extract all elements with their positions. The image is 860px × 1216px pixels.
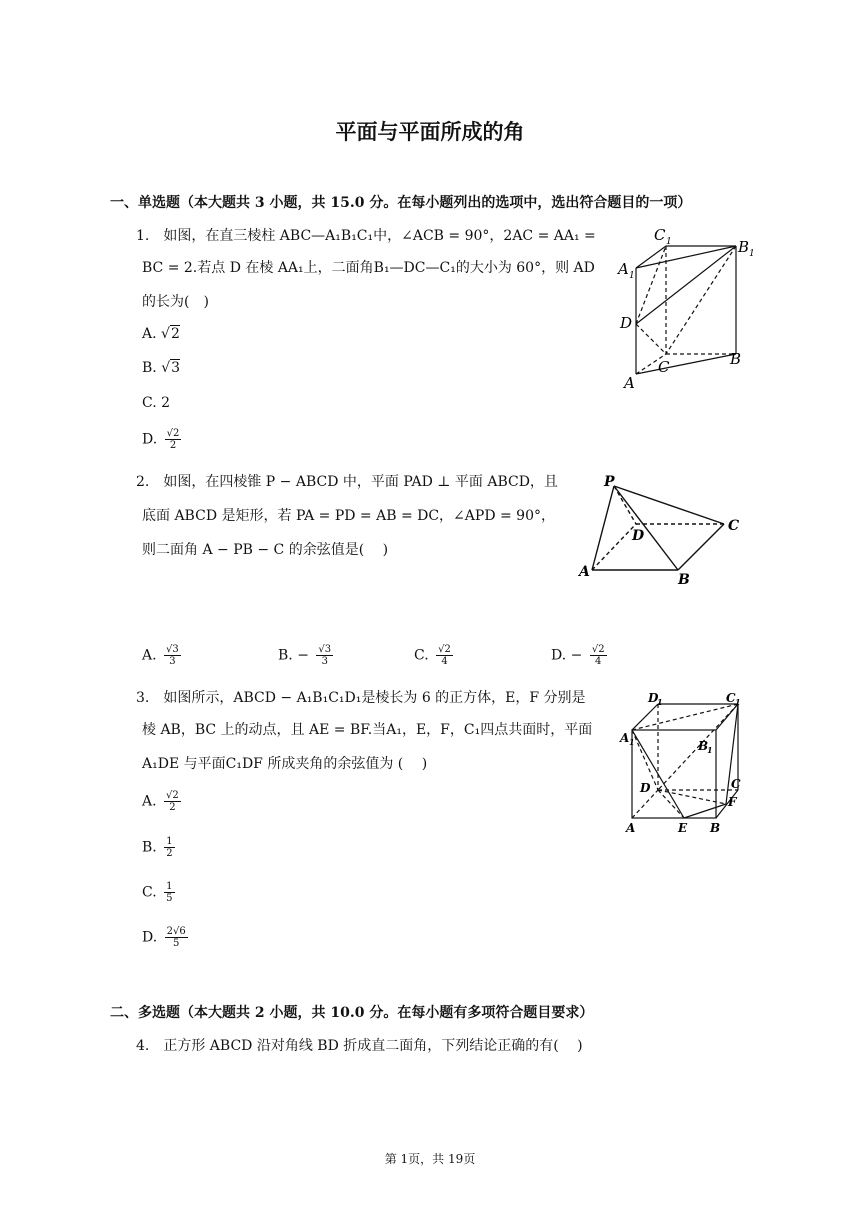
label-b1: B	[738, 238, 750, 256]
label-b1: B	[698, 739, 709, 753]
fraction: $\frac{1}{2}$	[166, 836, 173, 859]
label-a1: A	[618, 260, 629, 278]
label-d: D	[632, 528, 645, 544]
q2-line-1: 2. 如图，在四棱锥 P − ABCD 中，平面 PAD ⊥ 平面 ABCD，且	[136, 474, 558, 490]
option-label: B. −	[278, 647, 309, 664]
fraction: $\frac{√2}{2}$	[166, 428, 180, 451]
option-label: A.	[142, 647, 157, 664]
section-heading-multi-choice: 二、多选题（本大题共 2 小题，共 10.0 分。在每小题有多项符合题目要求）	[110, 1005, 594, 1021]
q3-line-2: 棱 AB，BC 上的动点，且 AE = BF.当A₁，E，F，C₁四点共面时，平面	[142, 722, 593, 738]
svg-text:1: 1	[666, 237, 672, 247]
option-label: D.	[142, 431, 158, 448]
option-label: C. 2	[142, 395, 171, 411]
label-c: C	[731, 777, 741, 791]
q3-line-1: 3. 如图所示，ABCD − A₁B₁C₁D₁是棱长为 6 的正方体，E，F 分别是	[136, 690, 586, 706]
section-heading-single-choice: 一、单选题（本大题共 3 小题，共 15.0 分。在每小题列出的选项中，选出符合题目的一项）	[110, 195, 692, 211]
q2-option-d[interactable]	[551, 644, 607, 667]
q1-option-b[interactable]	[142, 360, 180, 376]
q1-option-a[interactable]	[142, 326, 180, 342]
q2-option-a[interactable]	[142, 644, 181, 667]
label-b: B	[710, 821, 721, 835]
fraction: $\frac{√2}{4}$	[591, 644, 605, 667]
label-p: P	[604, 474, 615, 490]
label-d: D	[640, 781, 651, 795]
option-label: A.	[142, 326, 157, 342]
option-label: D.	[142, 929, 158, 946]
figure-1-triangular-prism	[612, 224, 762, 394]
option-label: D. −	[551, 647, 583, 664]
radicand: 3	[171, 360, 181, 376]
label-e: E	[678, 821, 688, 835]
label-a: A	[579, 564, 590, 580]
q4-line-1: 4. 正方形 ABCD 沿对角线 BD 折成直二面角，下列结论正确的有( )	[136, 1038, 583, 1054]
label-b: B	[730, 350, 742, 368]
fraction: $\frac{1}{5}$	[166, 881, 173, 904]
label-d1: D	[648, 691, 659, 705]
label-f: F	[728, 795, 737, 809]
q3-option-a[interactable]	[142, 790, 181, 813]
fraction: $\frac{√2}{2}$	[166, 790, 179, 813]
label-a: A	[626, 821, 636, 835]
q3-option-b[interactable]	[142, 836, 175, 859]
q3-line-3: A₁DE 与平面C₁DF 所成夹角的余弦值为 ( )	[142, 756, 428, 772]
figure-3-cube	[618, 690, 748, 836]
q1-option-d[interactable]	[142, 428, 181, 451]
option-label: B.	[142, 839, 157, 856]
label-c1: C	[654, 226, 666, 244]
fraction: $\frac{√3}{3}$	[166, 644, 179, 667]
label-c: C	[658, 358, 670, 376]
option-label: C.	[142, 884, 157, 901]
label-c: C	[728, 518, 740, 534]
fraction: $\frac{√3}{3}$	[318, 644, 332, 667]
label-b: B	[678, 572, 690, 588]
label-a1: A	[620, 731, 630, 745]
q1-line-3: 的长为( )	[142, 294, 209, 310]
fraction: $\frac{√2}{4}$	[438, 644, 451, 667]
svg-text:1: 1	[629, 737, 635, 747]
q1-option-c[interactable]	[142, 395, 170, 411]
option-label: B.	[142, 360, 157, 376]
q2-line-2: 底面 ABCD 是矩形，若 PA = PD = AB = DC，∠APD = 90°，	[142, 508, 555, 524]
q3-option-d[interactable]	[142, 926, 188, 949]
q1-line-1: 1. 如图，在直三棱柱 ABC—A₁B₁C₁中，∠ACB = 90°，2AC = AA₁ =	[136, 228, 596, 244]
fraction: $\frac{2√6}{5}$	[166, 926, 186, 949]
radicand: 2	[170, 326, 180, 342]
sqrt-symbol: √3	[161, 360, 181, 376]
label-c1: C	[726, 691, 736, 705]
svg-text:1: 1	[657, 697, 663, 707]
option-label: A.	[142, 793, 157, 810]
q1-line-2: BC = 2.若点 D 在棱 AA₁上，二面角B₁—DC—C₁的大小为 60°，则 AD	[142, 260, 595, 276]
q2-option-b[interactable]	[278, 644, 333, 667]
q2-line-3: 则二面角 A − PB − C 的余弦值是( )	[142, 542, 389, 558]
figure-2-pyramid	[574, 472, 754, 588]
page-footer: 第 1页，共 19页	[384, 1152, 476, 1166]
svg-text:1: 1	[735, 697, 741, 707]
svg-text:1: 1	[749, 249, 755, 259]
q3-option-c[interactable]	[142, 881, 175, 904]
label-a: A	[624, 374, 635, 392]
label-d: D	[620, 314, 633, 332]
q2-option-c[interactable]	[414, 644, 453, 667]
svg-text:1: 1	[629, 271, 635, 281]
page-title: 平面与平面所成的角	[335, 119, 525, 144]
option-label: C.	[414, 647, 429, 664]
sqrt-symbol: √2	[161, 326, 180, 342]
svg-text:1: 1	[707, 745, 713, 755]
